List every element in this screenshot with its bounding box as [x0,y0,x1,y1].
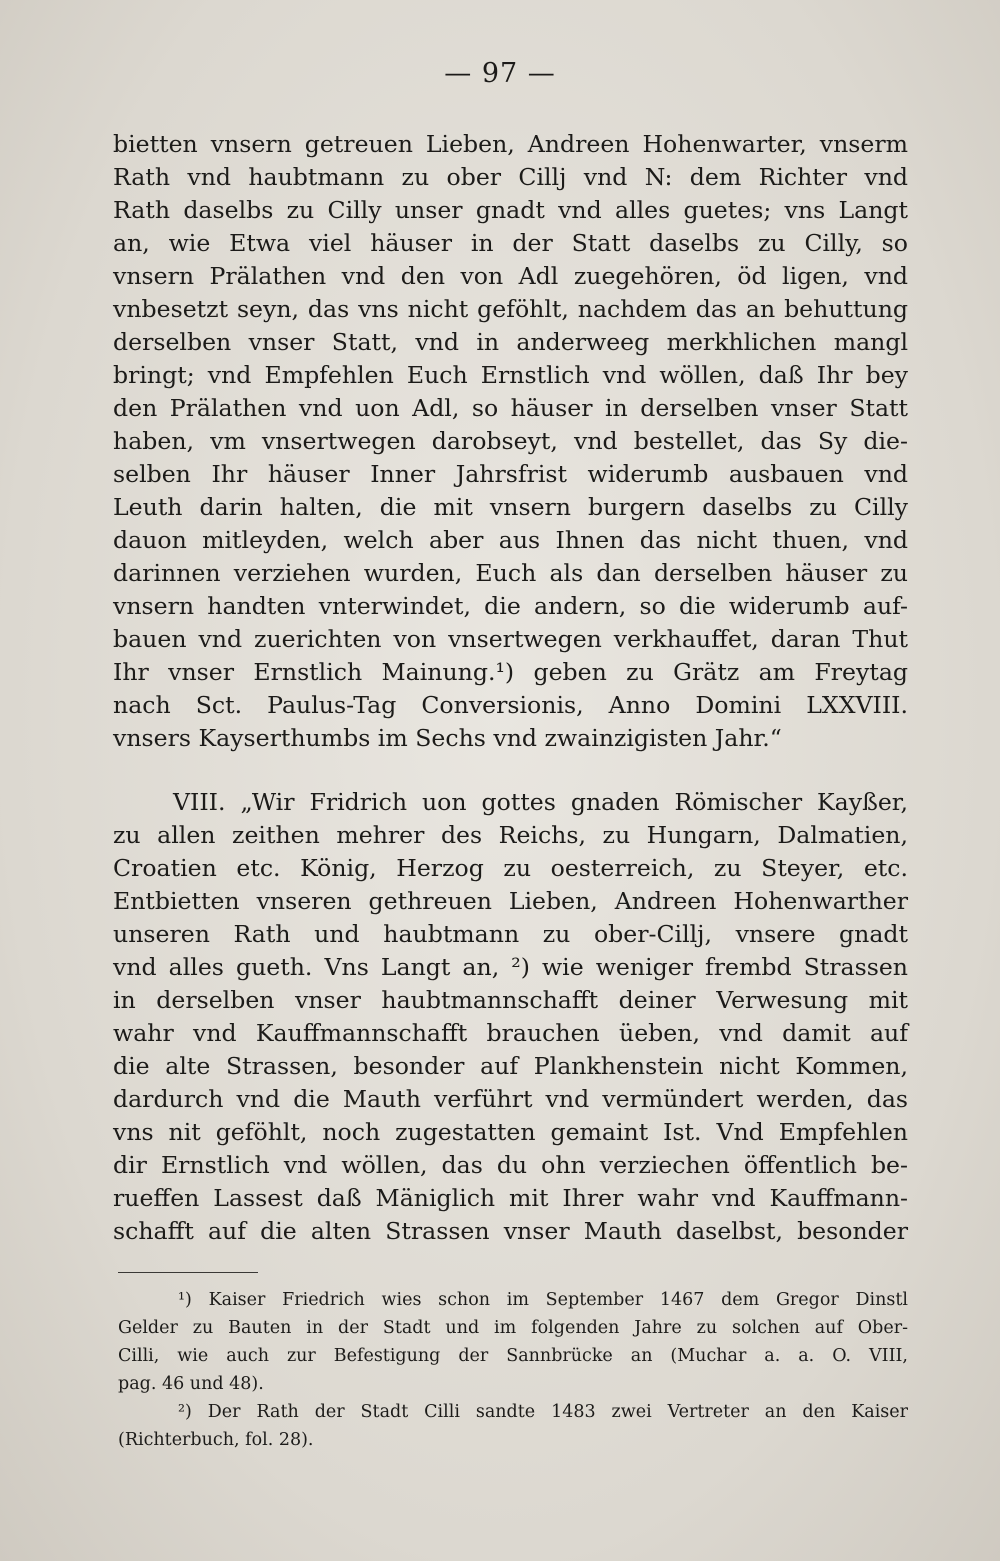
text-line: Leuth darin halten, die mit vnsern burgern daselbs zu Cilly [113,493,908,521]
text-line: an, wie Etwa viel häuser in der Statt daselbs zu Cilly, so [113,229,908,257]
text-line: Rath vnd haubtmann zu ober Cillj vnd N: dem Richter vnd [113,163,908,191]
text-line: haben, vm vnsertwegen darobseyt, vnd bestellet, das Sy die- [113,427,908,455]
text-line: vns nit geföhlt, noch zugestatten gemaint Ist. Vnd Empfehlen [113,1118,908,1146]
text-line: vnsern Prälathen vnd den von Adl zuegehören, öd ligen, vnd [113,262,908,290]
text-line: schafft auf die alten Strassen vnser Mauth daselbst, besonder [113,1217,908,1245]
text-line: darinnen verziehen wurden, Euch als dan derselben häuser zu [113,559,908,587]
text-line: nach Sct. Paulus-Tag Conversionis, Anno Domini LXXVIII. [113,691,908,719]
text-line: Croatien etc. König, Herzog zu oesterreich, zu Steyer, etc. [113,854,908,882]
text-line: zu allen zeithen mehrer des Reichs, zu Hungarn, Dalmatien, [113,821,908,849]
text-line: bringt; vnd Empfehlen Euch Ernstlich vnd wöllen, daß Ihr bey [113,361,908,389]
text-line: vnbesetzt seyn, das vns nicht geföhlt, nachdem das an behuttung [113,295,908,323]
footnote-line: (Richterbuch, fol. 28). [118,1430,314,1450]
footnote-line: ¹) Kaiser Friedrich wies schon im September 1467 dem Gregor Dinstl [178,1290,908,1310]
text-line: rueffen Lassest daß Mäniglich mit Ihrer wahr vnd Kauffmann- [113,1184,908,1212]
text-line: die alte Strassen, besonder auf Plankhenstein nicht Kommen, [113,1052,908,1080]
text-line: dauon mitleyden, welch aber aus Ihnen das nicht thuen, vnd [113,526,908,554]
text-line: den Prälathen vnd uon Adl, so häuser in derselben vnser Statt [113,394,908,422]
text-line: Entbietten vnseren gethreuen Lieben, Andreen Hohenwarther [113,887,908,915]
section-heading-line: VIII. „Wir Fridrich uon gottes gnaden Römischer Kayßer, [173,788,908,816]
text-line: vnsers Kayserthumbs im Sechs vnd zwainzigisten Jahr.“ [113,724,782,752]
text-line: bauen vnd zuerichten von vnsertwegen verkhauffet, daran Thut [113,625,908,653]
text-line: derselben vnser Statt, vnd in anderweeg merkhlichen mangl [113,328,908,356]
text-line: bietten vnsern getreuen Lieben, Andreen Hohenwarter, vnserm [113,130,908,158]
text-line: Rath daselbs zu Cilly unser gnadt vnd alles guetes; vns Langt [113,196,908,224]
page-number: — 97 — [444,58,556,89]
footnote-line: Cilli, wie auch zur Befestigung der Sannbrücke an (Muchar a. a. O. VIII, [118,1346,908,1366]
text-line: dardurch vnd die Mauth verführt vnd vermündert werden, das [113,1085,908,1113]
text-line: vnsern handten vnterwindet, die andern, so die widerumb auf- [113,592,908,620]
text-line: vnd alles gueth. Vns Langt an, ²) wie weniger frembd Strassen [113,953,908,981]
text-line: in derselben vnser haubtmannschafft deiner Verwesung mit [113,986,908,1014]
text-line: unseren Rath und haubtmann zu ober-Cillj, vnsere gnadt [113,920,908,948]
footnote-line: Gelder zu Bauten in der Stadt und im folgenden Jahre zu solchen auf Ober- [118,1318,908,1338]
footnote-line: pag. 46 und 48). [118,1374,264,1394]
text-line: Ihr vnser Ernstlich Mainung.¹) geben zu Grätz am Freytag [113,658,908,686]
text-line: selben Ihr häuser Inner Jahrsfrist widerumb ausbauen vnd [113,460,908,488]
text-line: dir Ernstlich vnd wöllen, das du ohn verziechen öffentlich be- [113,1151,908,1179]
footnote-line: ²) Der Rath der Stadt Cilli sandte 1483 zwei Vertreter an den Kaiser [178,1402,908,1422]
footnote-divider [118,1272,258,1273]
text-line: wahr vnd Kauffmannschafft brauchen üeben, vnd damit auf [113,1019,908,1047]
